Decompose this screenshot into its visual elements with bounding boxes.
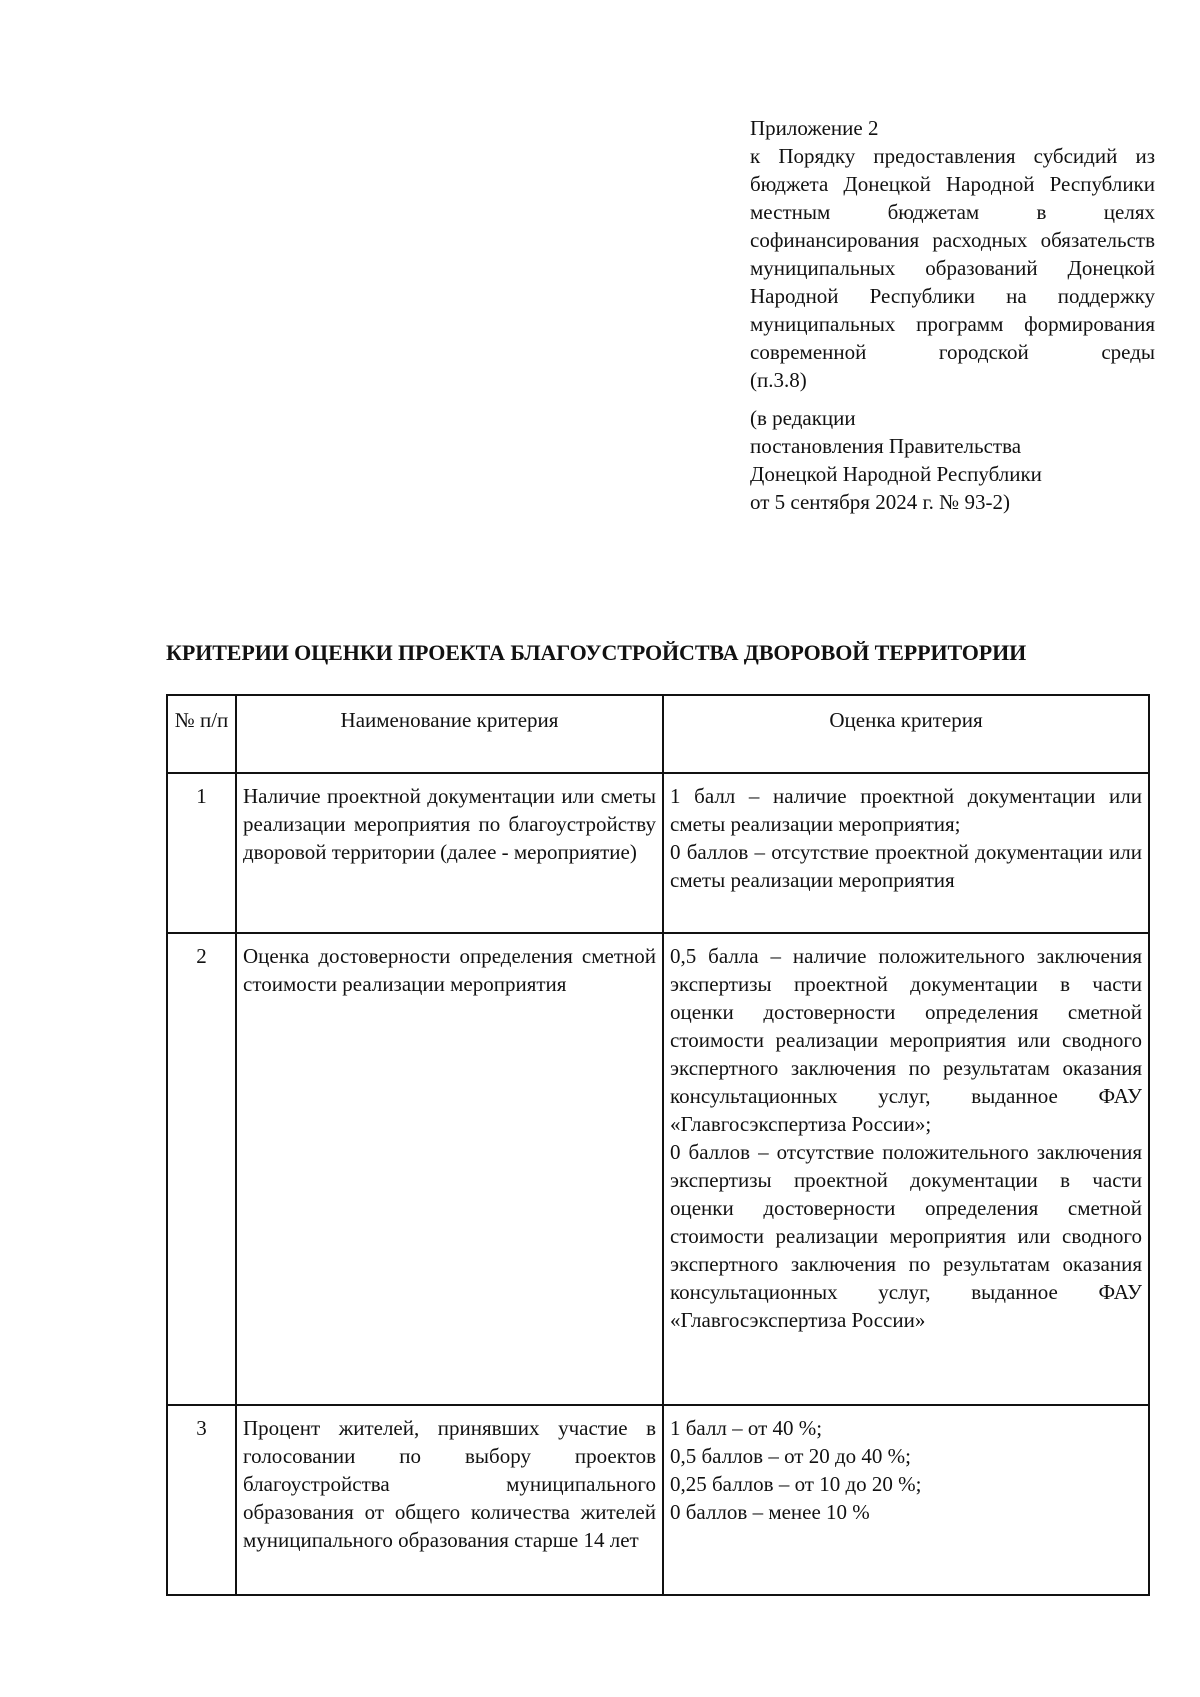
table-row: [167, 1405, 1149, 1595]
score-line: 0 баллов – отсутствие положительного заключения экспертизы проектной документации в части оценки достоверности определения сметной стоимости реализации мероприятия или сводного экспертного заключения по результатам оказания консультационных услуг, выданное ФАУ «Главгосэкспертиза России»: [670, 1140, 1142, 1332]
edition-note-line-1: (в редакции: [750, 406, 856, 430]
table-row: [167, 773, 1149, 933]
appendix-header: [750, 114, 1155, 516]
edition-note-line-4: от 5 сентября 2024 г. № 93-2): [750, 490, 1010, 514]
edition-note-line-3: Донецкой Народной Республики: [750, 462, 1042, 486]
header-criterion-name: Наименование критерия: [236, 695, 663, 773]
score-line: 0,5 баллов – от 20 до 40 %;: [670, 1444, 911, 1468]
score-line: 0 баллов – менее 10 %: [670, 1500, 870, 1524]
criterion-score: [663, 773, 1149, 933]
row-number: 2: [167, 933, 236, 1405]
document-title: КРИТЕРИИ ОЦЕНКИ ПРОЕКТА БЛАГОУСТРОЙСТВА ДВОРОВОЙ ТЕРРИТОРИИ: [166, 640, 1027, 665]
criterion-name: Процент жителей, принявших участие в голосовании по выбору проектов благоустройства муниципального образования от общего количества жителей муниципального образования старше 14 лет: [236, 1405, 663, 1595]
criterion-score: [663, 933, 1149, 1405]
table-header-row: [167, 695, 1149, 773]
score-line: 0,25 баллов – от 10 до 20 %;: [670, 1472, 922, 1496]
table-row: [167, 933, 1149, 1405]
criterion-score: [663, 1405, 1149, 1595]
appendix-reference: к Порядку предоставления субсидий из бюджета Донецкой Народной Республики местным бюджетам в целях софинансирования расходных обязательств муниципальных образований Донецкой Народной Республики на поддержку муниципальных программ формирования современной городской среды: [750, 144, 1155, 364]
criteria-table: [166, 694, 1150, 1596]
appendix-number: Приложение 2: [750, 116, 879, 140]
criterion-name: Оценка достоверности определения сметной стоимости реализации мероприятия: [236, 933, 663, 1405]
score-line: 1 балл – от 40 %;: [670, 1416, 823, 1440]
criterion-name: Наличие проектной документации или сметы реализации мероприятия по благоустройству дворовой территории (далее - мероприятие): [236, 773, 663, 933]
row-number: 1: [167, 773, 236, 933]
header-criterion-score: Оценка критерия: [663, 695, 1149, 773]
edition-note-line-2: постановления Правительства: [750, 434, 1022, 458]
score-line: 1 балл – наличие проектной документации или сметы реализации мероприятия;: [670, 784, 1142, 836]
score-line: 0,5 балла – наличие положительного заключения экспертизы проектной документации в части оценки достоверности определения сметной стоимости реализации мероприятия или сводного экспертного заключения по результатам оказания консультационных услуг, выданное ФАУ «Главгосэкспертиза России»;: [670, 944, 1142, 1136]
score-line: 0 баллов – отсутствие проектной документации или сметы реализации мероприятия: [670, 840, 1142, 892]
appendix-clause: (п.3.8): [750, 368, 807, 392]
header-number: № п/п: [167, 695, 236, 773]
row-number: 3: [167, 1405, 236, 1595]
